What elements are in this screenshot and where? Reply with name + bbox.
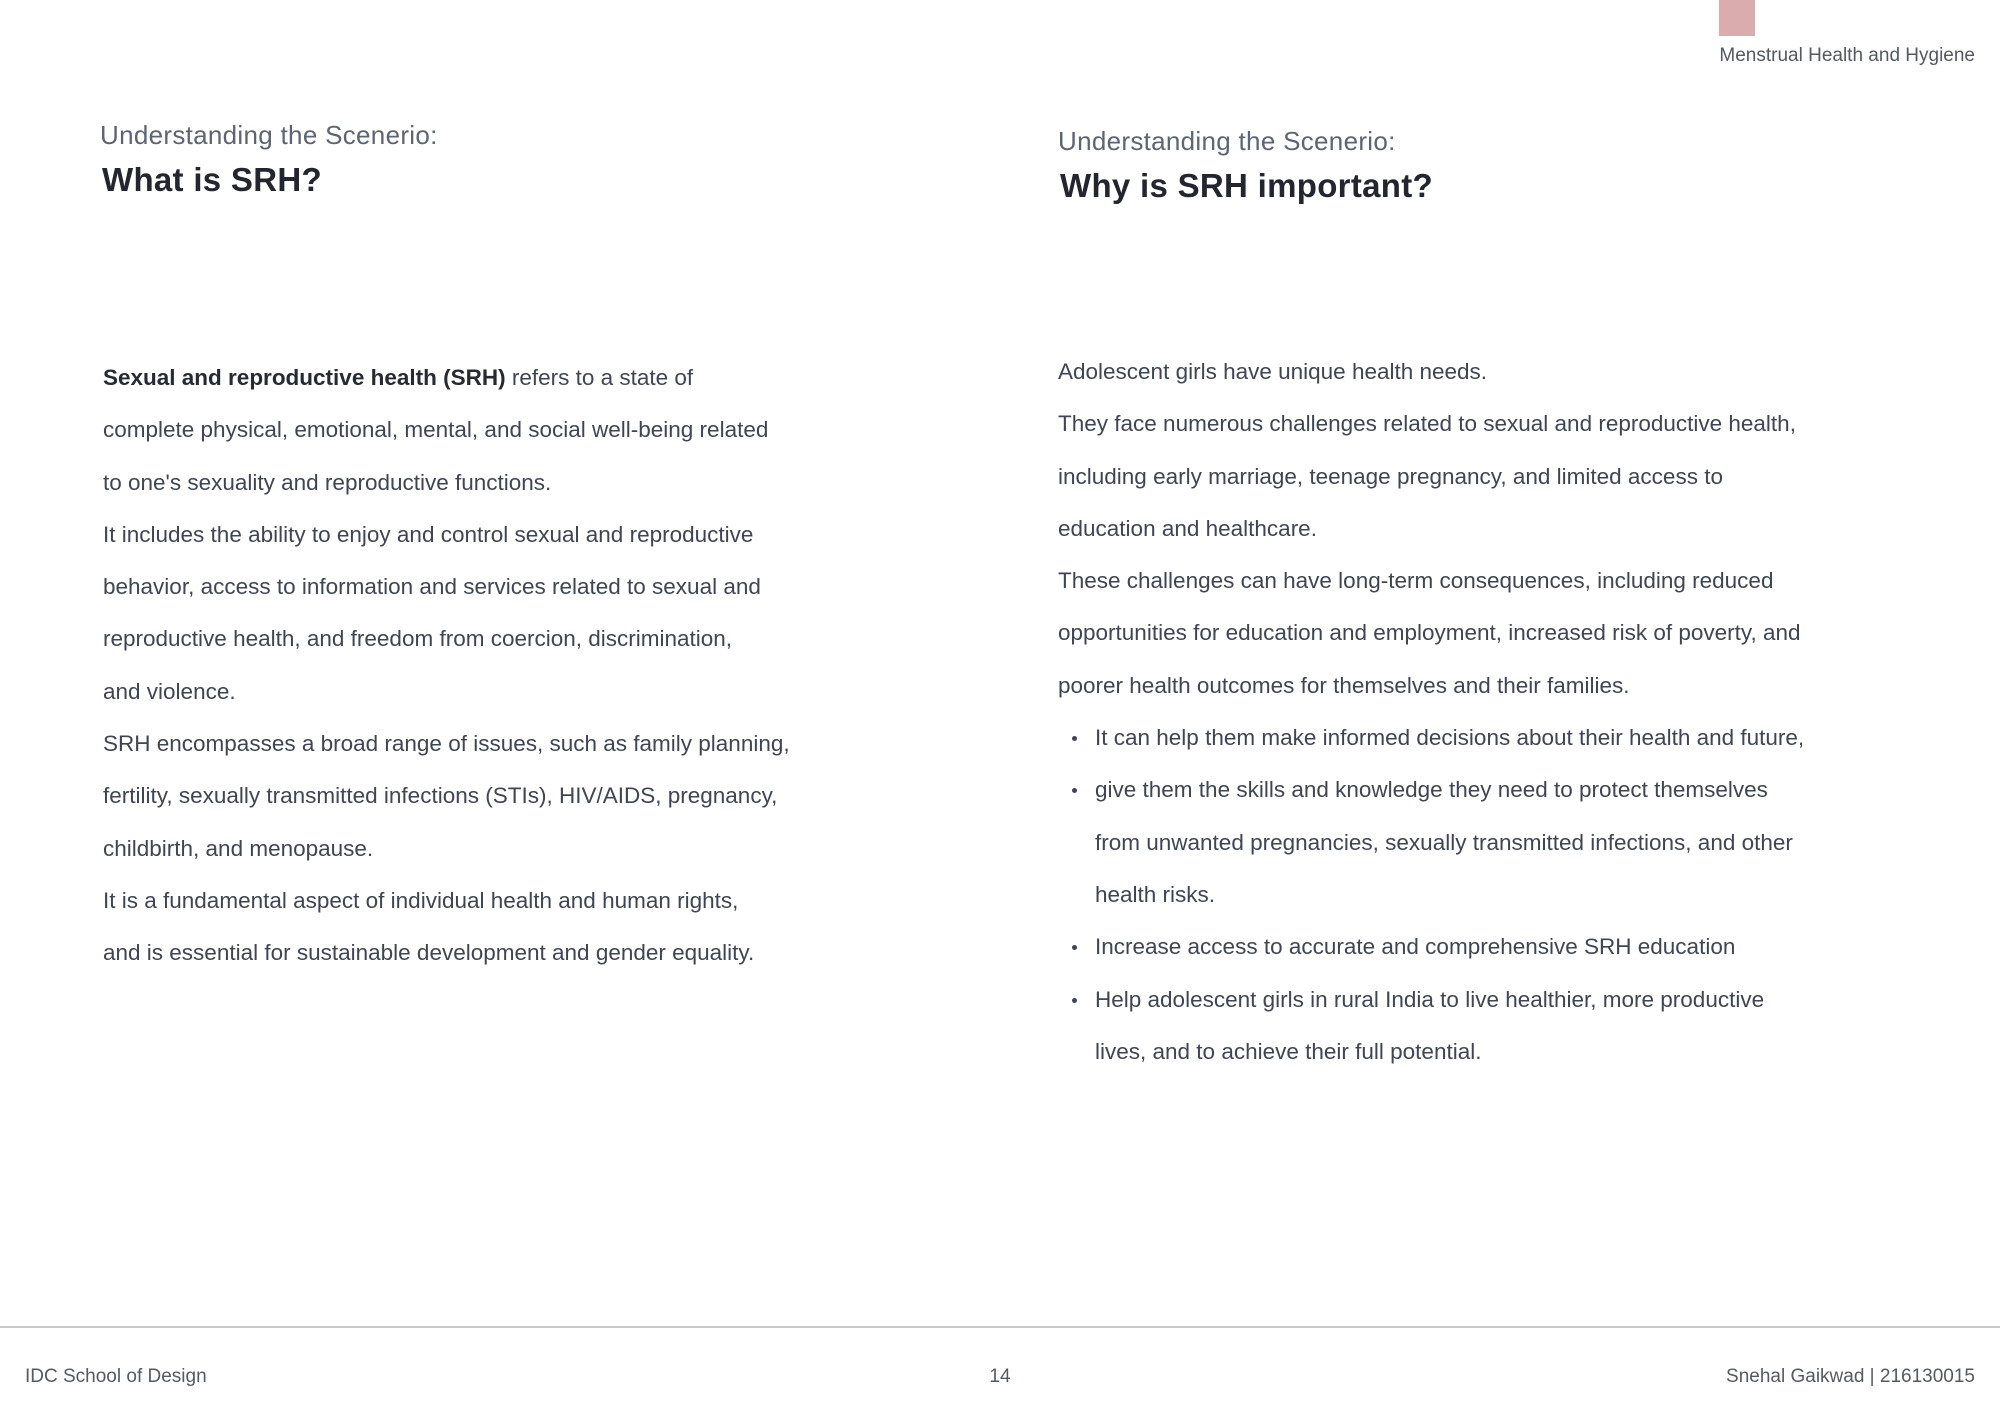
text-line: give them the skills and knowledge they need to protect themselves [1095, 777, 1768, 803]
bullet-item [1058, 974, 1804, 1079]
left-body-lines [103, 404, 790, 979]
text-line: from unwanted pregnancies, sexually transmitted infections, and other [1095, 829, 1793, 855]
text-line: fertility, sexually transmitted infections (STIs), HIV/AIDS, pregnancy, [103, 783, 778, 809]
text-line: reproductive health, and freedom from coercion, discrimination, [103, 626, 733, 652]
brand-label: Menstrual Health and Hygiene [1719, 45, 1975, 66]
text-line: SRH encompasses a broad range of issues, such as family planning, [103, 731, 790, 757]
text-line: health risks. [1095, 881, 1216, 907]
text-line: lives, and to achieve their full potential. [1095, 1038, 1482, 1064]
bullet-lines [1095, 921, 1804, 973]
bullet-dot-icon [1072, 945, 1077, 950]
text-line: poorer health outcomes for themselves and their families. [1058, 672, 1630, 698]
left-section-header [100, 120, 438, 199]
text-line: These challenges can have long-term consequences, including reduced [1058, 568, 1774, 594]
left-section-title: What is SRH? [102, 161, 322, 198]
right-body-text [1058, 346, 1804, 1078]
footer-institution: IDC School of Design [25, 1366, 207, 1387]
text-line: and is essential for sustainable development and gender equality. [103, 940, 755, 966]
lead-rest-text: refers to a state of [505, 365, 694, 390]
text-line: education and healthcare. [1058, 515, 1317, 541]
footer-divider [0, 1326, 2000, 1328]
right-bullet-list [1058, 712, 1804, 1078]
text-line: childbirth, and menopause. [103, 835, 374, 861]
bullet-dot-icon [1072, 736, 1077, 741]
brand-tag [1719, 0, 1975, 67]
text-line: behavior, access to information and services related to sexual and [103, 574, 761, 600]
text-line: Increase access to accurate and comprehensive SRH education [1095, 934, 1736, 960]
text-line: complete physical, emotional, mental, and social well-being related [103, 417, 769, 443]
text-line: Help adolescent girls in rural India to live healthier, more productive [1095, 986, 1765, 1012]
bullet-dot-icon [1072, 998, 1077, 1003]
lead-bold-text: Sexual and reproductive health (SRH) [103, 365, 506, 390]
left-section-kicker: Understanding the Scenerio: [100, 120, 438, 150]
brand-accent-square-icon [1719, 0, 1755, 36]
text-line: It can help them make informed decisions about their health and future, [1095, 725, 1805, 751]
text-line: including early marriage, teenage pregnancy, and limited access to [1058, 463, 1723, 489]
text-line: It is a fundamental aspect of individual health and human rights, [103, 887, 739, 913]
bullet-lines [1095, 712, 1804, 764]
footer-author: Snehal Gaikwad | 216130015 [1726, 1366, 1975, 1387]
left-body-text [103, 352, 790, 980]
right-section-kicker: Understanding the Scenerio: [1058, 126, 1396, 156]
bullet-item [1058, 764, 1804, 921]
text-line: opportunities for education and employment, increased risk of poverty, and [1058, 620, 1801, 646]
right-body-lines [1058, 346, 1804, 712]
text-line: and violence. [103, 678, 236, 704]
bullet-lines [1095, 764, 1804, 921]
page-number: 14 [989, 1366, 1011, 1387]
bullet-item [1058, 712, 1804, 764]
text-line: It includes the ability to enjoy and control sexual and reproductive [103, 521, 754, 547]
bullet-dot-icon [1072, 788, 1077, 793]
bullet-item [1058, 921, 1804, 973]
text-line: They face numerous challenges related to sexual and reproductive health, [1058, 411, 1796, 437]
left-body-lead-line [103, 352, 790, 404]
right-section-header [1058, 126, 1433, 205]
bullet-lines [1095, 974, 1804, 1079]
right-section-title: Why is SRH important? [1060, 167, 1433, 204]
text-line: Adolescent girls have unique health needs. [1058, 359, 1488, 384]
text-line: to one's sexuality and reproductive functions. [103, 469, 552, 495]
